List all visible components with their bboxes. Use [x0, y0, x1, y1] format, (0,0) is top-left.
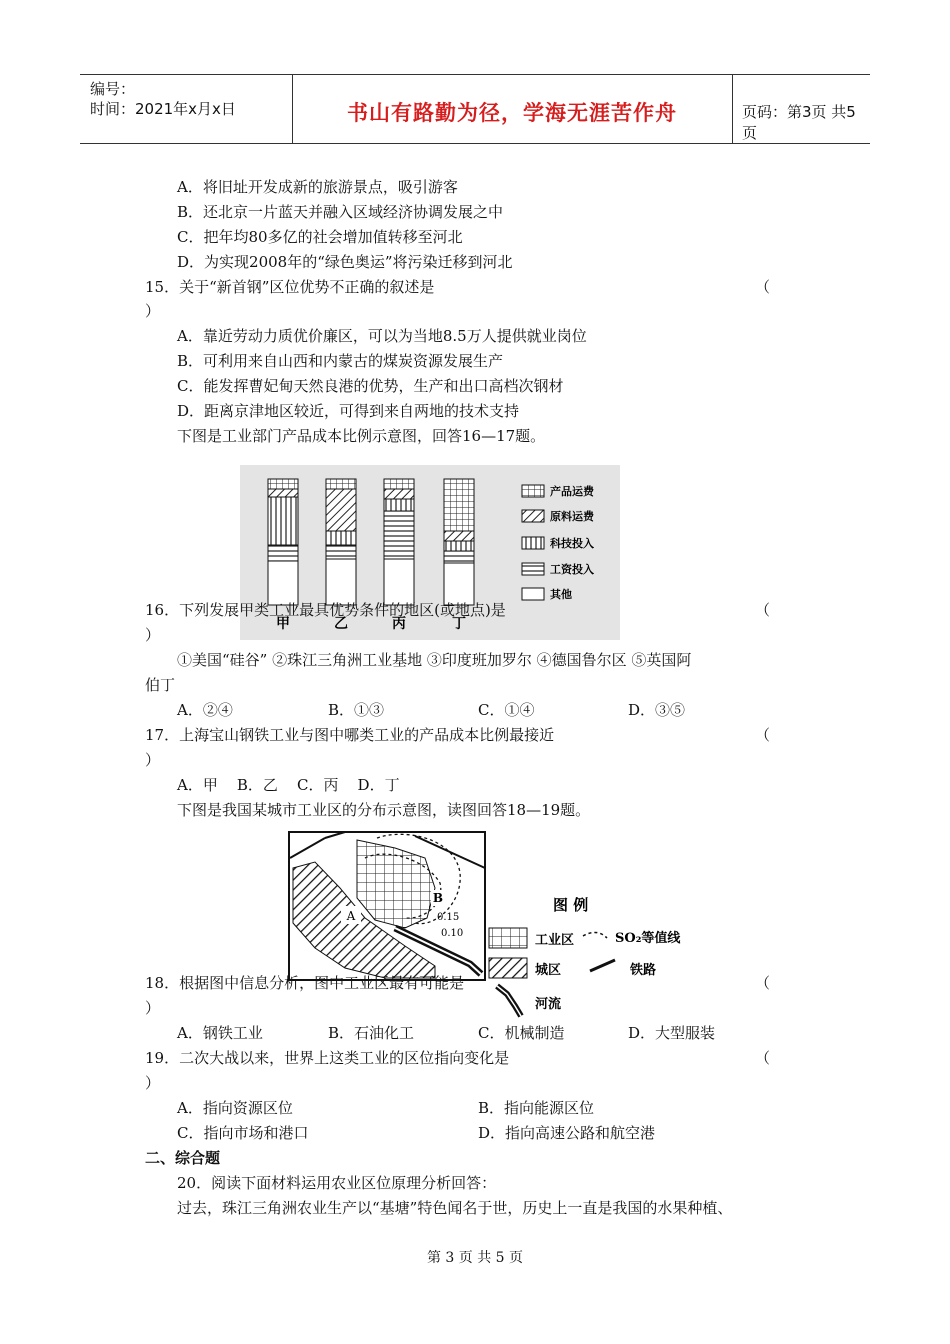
option-c: C．机械制造	[478, 1024, 565, 1042]
figure-intro: 下图是我国某城市工业区的分布示意图，读图回答18—19题。	[177, 801, 591, 819]
answer-bracket-close: ）	[145, 302, 161, 320]
option-d: D．大型服装	[628, 1024, 716, 1042]
segment-material-freight	[268, 489, 298, 497]
legend-label: SO₂等值线	[615, 931, 681, 946]
option-line: A．将旧址开发成新的旅游景点，吸引游客	[177, 178, 458, 196]
legend-label: 铁路	[630, 963, 657, 978]
section-heading: 二、综合题	[145, 1149, 221, 1167]
option-a: A．钢铁工业	[177, 1024, 263, 1042]
map-legend-title: 图 例	[553, 896, 589, 914]
isoline-value: 0.15	[437, 912, 460, 923]
header-meta	[90, 79, 290, 119]
option-line: B．还北京一片蓝天并融入区域经济协调发展之中	[177, 203, 504, 221]
answer-bracket-close: ）	[145, 751, 161, 769]
page-footer: 第 3 页 共 5 页	[426, 1250, 524, 1266]
segment-material-freight	[326, 489, 356, 531]
segment-product-freight	[326, 479, 356, 489]
category-label: 丁	[452, 616, 466, 632]
page-header	[80, 74, 870, 144]
option-b: B．石油化工	[328, 1024, 415, 1042]
legend-swatch	[522, 563, 544, 575]
option-line: C．能发挥曹妃甸天然良港的优势，生产和出口高档次钢材	[177, 377, 564, 395]
option-line: C．把年均80多亿的社会增加值转移至河北	[177, 228, 463, 246]
segment-other	[326, 559, 356, 605]
question-15: 15．关于“新首钢”区位优势不正确的叙述是	[145, 278, 435, 296]
legend-label: 工业区	[535, 933, 575, 948]
isoline-value: 0.10	[441, 928, 464, 939]
legend-label: 河流	[535, 997, 562, 1012]
category-label: 乙	[334, 616, 348, 632]
question-18: 18．根据图中信息分析，图中工业区最有可能是	[145, 974, 465, 992]
option-d: D．③⑤	[628, 701, 686, 719]
legend-swatch-railway	[590, 960, 615, 971]
legend-label: 原料运费	[550, 510, 594, 523]
answer-bracket-close: ）	[145, 999, 161, 1017]
legend-label: 工资投入	[550, 563, 594, 576]
bar-jia	[268, 479, 298, 605]
option-c: C．①④	[478, 701, 535, 719]
option-line: A．甲 B．乙 C．丙 D．丁	[177, 776, 400, 794]
option-a: A．指向资源区位	[177, 1099, 293, 1117]
segment-wage	[444, 551, 474, 563]
bar-ding	[444, 479, 474, 605]
option-line: ①美国“硅谷” ②珠江三角洲工业基地 ③印度班加罗尔 ④德国鲁尔区 ⑤英国阿	[177, 651, 692, 669]
question-17: 17．上海宝山钢铁工业与图中哪类工业的产品成本比例最接近	[145, 726, 555, 744]
category-label: 甲	[276, 616, 290, 632]
segment-product-freight	[384, 479, 414, 489]
answer-bracket-close: ）	[145, 626, 161, 644]
segment-product-freight	[268, 479, 298, 489]
legend-swatch-so2	[583, 932, 607, 938]
paragraph-text: 过去，珠江三角洲农业生产以“基塘”特色闻名于世，历史上一直是我国的水果种植、	[177, 1199, 733, 1217]
segment-other	[444, 563, 474, 605]
segment-wage	[384, 511, 414, 559]
option-b: B．①③	[328, 701, 385, 719]
segment-other	[384, 559, 414, 605]
segment-tech	[268, 497, 298, 545]
option-c: C．指向市场和港口	[177, 1124, 309, 1142]
question-16: 16．下列发展甲类工业最具优势条件的地区(或地点)是	[145, 601, 506, 619]
area-label-a: A	[346, 909, 356, 923]
answer-bracket-open: （	[755, 278, 771, 296]
question-19: 19．二次大战以来，世界上这类工业的区位指向变化是	[145, 1049, 510, 1067]
legend-swatch-city	[489, 958, 527, 978]
option-line: 伯丁	[145, 676, 176, 694]
figure-intro: 下图是工业部门产品成本比例示意图，回答16—17题。	[177, 427, 546, 445]
legend-swatch	[522, 510, 544, 522]
option-line: D．距离京津地区较近，可得到来自两地的技术支持	[177, 402, 520, 420]
segment-other	[268, 561, 298, 605]
number-label: 编号：	[90, 80, 136, 98]
legend-swatch	[522, 588, 544, 600]
segment-wage	[268, 545, 298, 561]
answer-bracket-open: （	[755, 1049, 771, 1067]
page-indicator: 页码：第3页 共5页	[742, 103, 856, 142]
legend-label: 科技投入	[550, 537, 594, 550]
bar-yi	[326, 479, 356, 605]
legend-label: 城区	[535, 963, 562, 978]
area-label-b: B	[432, 891, 444, 905]
bar-bing	[384, 479, 414, 605]
option-a: A．②④	[177, 701, 233, 719]
segment-tech	[384, 499, 414, 511]
segment-material-freight	[444, 531, 474, 541]
legend-label: 其他	[550, 588, 572, 601]
question-20: 20．阅读下面材料运用农业区位原理分析回答：	[177, 1174, 497, 1192]
answer-bracket-open: （	[755, 726, 771, 744]
time-label: 时间：2021年x月x日	[90, 100, 236, 118]
segment-material-freight	[384, 489, 414, 499]
header-motto: 书山有路勤为径，学海无涯苦作舟	[347, 100, 677, 125]
option-d: D．指向高速公路和航空港	[478, 1124, 656, 1142]
legend-label: 产品运费	[550, 485, 594, 498]
segment-tech	[326, 531, 356, 545]
answer-bracket-open: （	[755, 601, 771, 619]
answer-bracket-open: （	[755, 974, 771, 992]
option-line: B．可利用来自山西和内蒙古的煤炭资源发展生产	[177, 352, 504, 370]
segment-tech	[444, 541, 474, 551]
legend-swatch	[522, 537, 544, 549]
legend-swatch-industrial	[489, 928, 527, 948]
segment-wage	[326, 545, 356, 559]
option-b: B．指向能源区位	[478, 1099, 595, 1117]
option-line: A．靠近劳动力质优价廉区，可以为当地8.5万人提供就业岗位	[177, 327, 587, 345]
legend-swatch-river	[497, 986, 521, 1016]
answer-bracket-close: ）	[145, 1074, 161, 1092]
header-divider	[732, 75, 733, 143]
category-label: 丙	[392, 616, 406, 632]
legend-swatch	[522, 485, 544, 497]
segment-product-freight	[444, 479, 474, 531]
option-line: D．为实现2008年的“绿色奥运”将污染迁移到河北	[177, 253, 513, 271]
